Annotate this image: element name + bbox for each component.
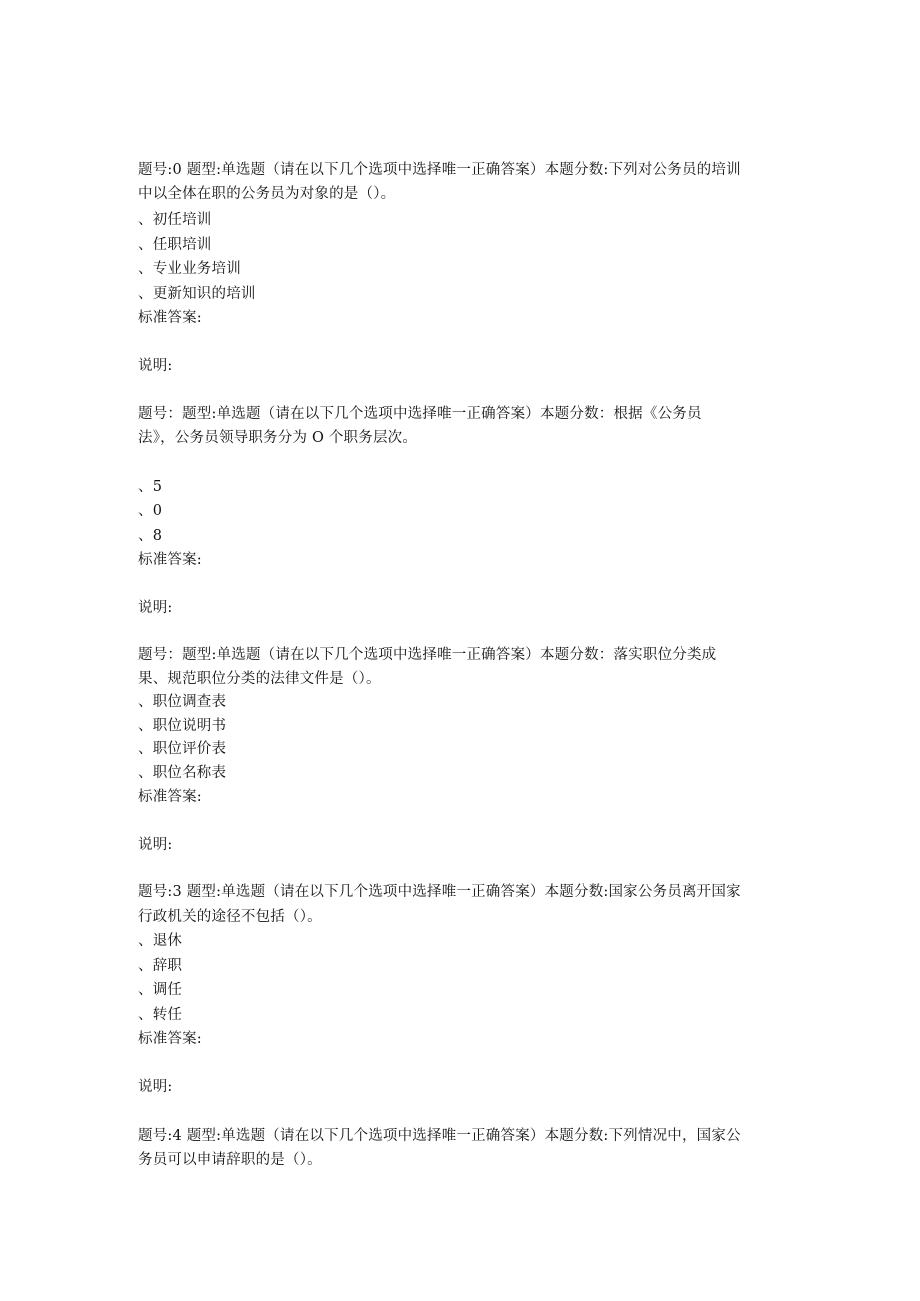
question-3-option-a: 、职位调查表: [138, 694, 227, 710]
question-1-explain-label: 说明:: [138, 358, 173, 374]
question-1-text-line1: 题号:0 题型:单选题（请在以下几个选项中选择唯一正确答案）本题分数:下列对公务员的培训: [138, 162, 741, 178]
question-5-text-line2: 务员可以申请辞职的是（）。: [138, 1152, 322, 1168]
question-4-text-line2: 行政机关的途径不包括（）。: [138, 909, 322, 925]
question-4-option-c: 、调任: [138, 982, 183, 998]
question-1-text-line2: 中以全体在职的公务员为对象的是（）。: [138, 186, 396, 202]
question-2-text-line2: 法》，公务员领导职务分为 O 个职务层次。: [138, 430, 418, 446]
question-3-text-line2: 果、规范职位分类的法律文件是（）。: [138, 671, 381, 687]
question-4-option-d: 、转任: [138, 1007, 183, 1023]
question-3-answer-label: 标准答案:: [138, 789, 202, 805]
question-4-answer-label: 标准答案:: [138, 1031, 202, 1047]
question-4-option-b: 、辞职: [138, 958, 183, 974]
question-5-text-line1: 题号:4 题型:单选题（请在以下几个选项中选择唯一正确答案）本题分数:下列情况中，国家公: [138, 1128, 741, 1144]
question-2-text-line1: 题号：题型:单选题（请在以下几个选项中选择唯一正确答案）本题分数：根据《公务员: [138, 406, 702, 422]
question-3-text-line1: 题号：题型:单选题（请在以下几个选项中选择唯一正确答案）本题分数：落实职位分类成: [138, 647, 717, 663]
question-4-explain-label: 说明:: [138, 1079, 173, 1095]
question-1-option-a: 、初任培训: [138, 212, 212, 228]
question-1-answer-label: 标准答案:: [138, 310, 202, 326]
question-4-text-line1: 题号:3 题型:单选题（请在以下几个选项中选择唯一正确答案）本题分数:国家公务员离开国家: [138, 884, 741, 900]
question-2-option-c: 、8: [138, 528, 163, 544]
question-3-explain-label: 说明:: [138, 837, 173, 853]
question-3-option-d: 、职位名称表: [138, 765, 227, 781]
question-1-option-d: 、更新知识的培训: [138, 286, 256, 302]
question-1-option-b: 、任职培训: [138, 237, 212, 253]
question-2-option-b: 、0: [138, 503, 163, 519]
question-2-explain-label: 说明:: [138, 600, 173, 616]
question-2-answer-label: 标准答案:: [138, 552, 202, 568]
question-2-option-a: 、5: [138, 479, 163, 495]
question-1-option-c: 、专业业务培训: [138, 261, 241, 277]
question-3-option-b: 、职位说明书: [138, 718, 227, 734]
question-4-option-a: 、退休: [138, 933, 183, 949]
question-3-option-c: 、职位评价表: [138, 741, 227, 757]
